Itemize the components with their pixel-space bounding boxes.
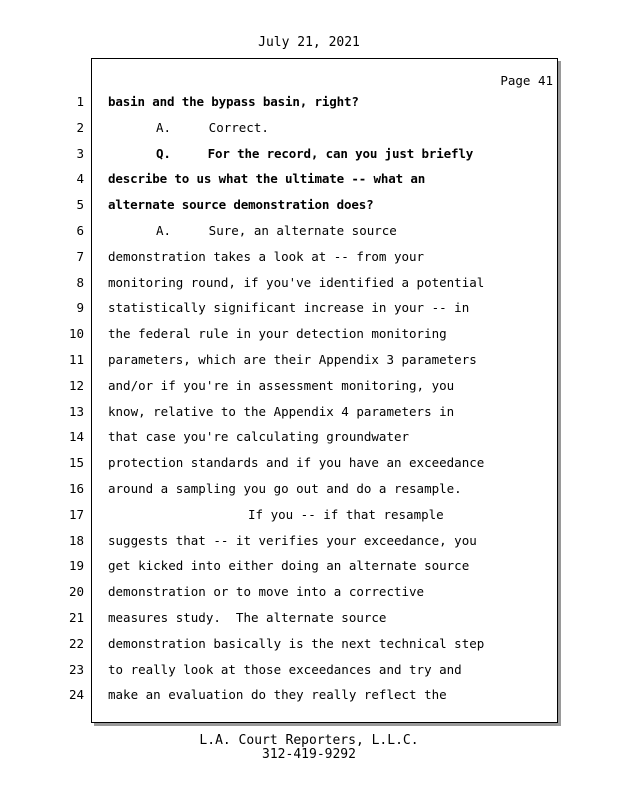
transcript-line: make an evaluation do they really reflect the	[108, 687, 447, 703]
transcript-line: monitoring round, if you've identified a potential	[108, 274, 485, 290]
line-number: 5	[76, 197, 84, 213]
line-number: 1	[76, 94, 84, 109]
transcript-line: demonstration or to move into a corrective	[108, 584, 425, 600]
line-number: 21	[68, 609, 84, 625]
line-number: 10	[68, 326, 84, 342]
transcript-line: and/or if you're in assessment monitoring, you	[108, 377, 455, 393]
transcript-line: get kicked into either doing an alternate source	[108, 558, 470, 574]
line-number: 2	[76, 119, 84, 135]
footer-phone: 312-419-9292	[262, 747, 356, 762]
line-number: 17	[68, 506, 84, 522]
transcript-line: protection standards and if you have an exceedance	[108, 455, 485, 471]
line-number: 13	[68, 403, 84, 419]
line-number: 15	[68, 455, 84, 471]
transcript-line: know, relative to the Appendix 4 parameters in	[108, 403, 455, 419]
page-number: Page 41	[500, 73, 553, 88]
line-number: 7	[76, 248, 84, 264]
transcript-line: statistically significant increase in your -- in	[108, 300, 470, 316]
transcript-line: that case you're calculating groundwater	[108, 429, 410, 445]
line-number: 20	[68, 584, 84, 600]
line-number: 11	[68, 351, 84, 367]
transcript-line: demonstration basically is the next technical step	[108, 635, 485, 651]
line-number: 3	[76, 145, 84, 161]
transcript-line: the federal rule in your detection monitoring	[108, 326, 447, 342]
transcript-line: basin and the bypass basin, right?	[108, 94, 359, 109]
transcript-line: describe to us what the ultimate -- what an	[108, 171, 426, 187]
transcript-line: demonstration takes a look at -- from your	[108, 248, 425, 264]
transcript-line: A. Sure, an alternate source	[156, 222, 397, 238]
line-number: 12	[68, 377, 84, 393]
transcript-line: If you -- if that resample	[248, 506, 444, 522]
transcript-line: parameters, which are their Appendix 3 parameters	[108, 351, 477, 367]
line-number-column	[60, 93, 84, 712]
transcript-line: measures study. The alternate source	[108, 609, 387, 625]
line-number: 24	[68, 687, 84, 703]
transcript-lines	[108, 93, 548, 712]
line-number: 16	[68, 480, 84, 496]
line-number: 23	[68, 661, 84, 677]
footer-company: L.A. Court Reporters, L.L.C.	[199, 733, 419, 748]
line-number: 6	[76, 222, 84, 238]
line-number: 14	[68, 429, 84, 445]
line-number: 4	[76, 171, 84, 187]
line-number: 18	[68, 532, 84, 548]
transcript-line: alternate source demonstration does?	[108, 197, 374, 213]
transcript-line: around a sampling you go out and do a resample.	[108, 480, 462, 496]
transcript-line: Q. For the record, can you just briefly	[156, 145, 474, 161]
transcript-line: suggests that -- it verifies your exceedance, you	[108, 532, 477, 548]
header-date: July 21, 2021	[258, 35, 360, 50]
transcript-line: to really look at those exceedances and try and	[108, 661, 462, 677]
line-number: 19	[68, 558, 84, 574]
line-number: 22	[68, 635, 84, 651]
line-number: 8	[76, 274, 84, 290]
transcript-line: A. Correct.	[156, 119, 269, 135]
line-number: 9	[76, 300, 84, 316]
